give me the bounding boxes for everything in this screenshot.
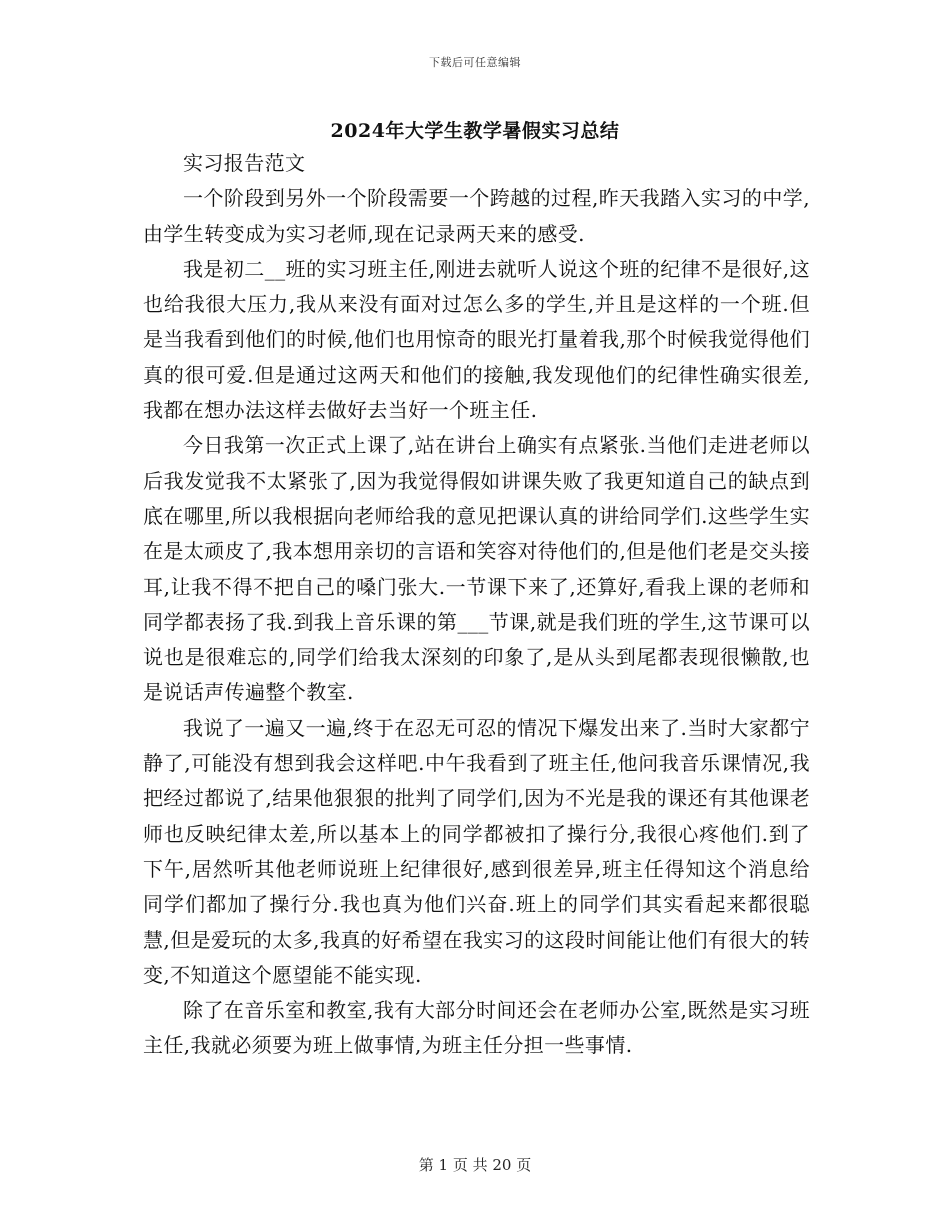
paragraph: 我说了一遍又一遍,终于在忍无可忍的情况下爆发出来了.当时大家都宁静了,可能没有想到我会这样吧.中午我看到了班主任,他问我音乐课情况,我把经过都说了,结果他狠狠的批判了同学们,因为不光是我的课还有其他课老师也反映纪律太差,所以基本上的同学都被扣了操行分,我很心疼他们.到了下午,居然听其他老师说班上纪律很好,感到很差异,班主任得知这个消息给同学们都加了操行分.我也真为他们兴奋.班上的同学们其实看起来都很聪慧,但是爱玩的太多,我真的好希望在我实习的这段时间能让他们有很大的转变,不知道这个愿望能不能实现. — [143, 715, 810, 987]
paragraph: 一个阶段到另外一个阶段需要一个跨越的过程,昨天我踏入实习的中学,由学生转变成为实习老师,现在记录两天来的感受. — [143, 186, 810, 246]
paragraph: 我是初二__班的实习班主任,刚进去就听人说这个班的纪律不是很好,这也给我很大压力,我从来没有面对过怎么多的学生,并且是这样的一个班.但是当我看到他们的时候,他们也用惊奇的眼光打量着我,那个时候我觉得他们真的很可爱.但是通过这两天和他们的接触,我发现他们的纪律性确实很差,我都在想办法这样去做好去当好一个班主任. — [143, 256, 810, 423]
page-number-footer: 第 1 页 共 20 页 — [418, 1156, 532, 1174]
header-note: 下载后可任意编辑 — [429, 56, 521, 69]
document-body — [143, 146, 810, 1064]
paragraph: 除了在音乐室和教室,我有大部分时间还会在老师办公室,既然是实习班主任,我就必须要为班上做事情,为班主任分担一些事情. — [143, 998, 810, 1058]
document-title: 2024年大学生教学暑假实习总结 — [330, 120, 620, 142]
paragraph: 今日我第一次正式上课了,站在讲台上确实有点紧张.当他们走进老师以后我发觉我不太紧张了,因为我觉得假如讲课失败了我更知道自己的缺点到底在哪里,所以我根据向老师给我的意见把课认真的讲给同学们.这些学生实在是太顽皮了,我本想用亲切的言语和笑容对待他们的,但是他们老是交头接耳,让我不得不把自己的嗓门张大.一节课下来了,还算好,看我上课的老师和同学都表扬了我.到我上音乐课的第___节课,就是我们班的学生,这节课可以说也是很难忘的,同学们给我太深刻的印象了,是从头到尾都表现很懒散,也是说话声传遍整个教室. — [143, 433, 810, 705]
paragraph: 实习报告范文 — [183, 151, 306, 175]
